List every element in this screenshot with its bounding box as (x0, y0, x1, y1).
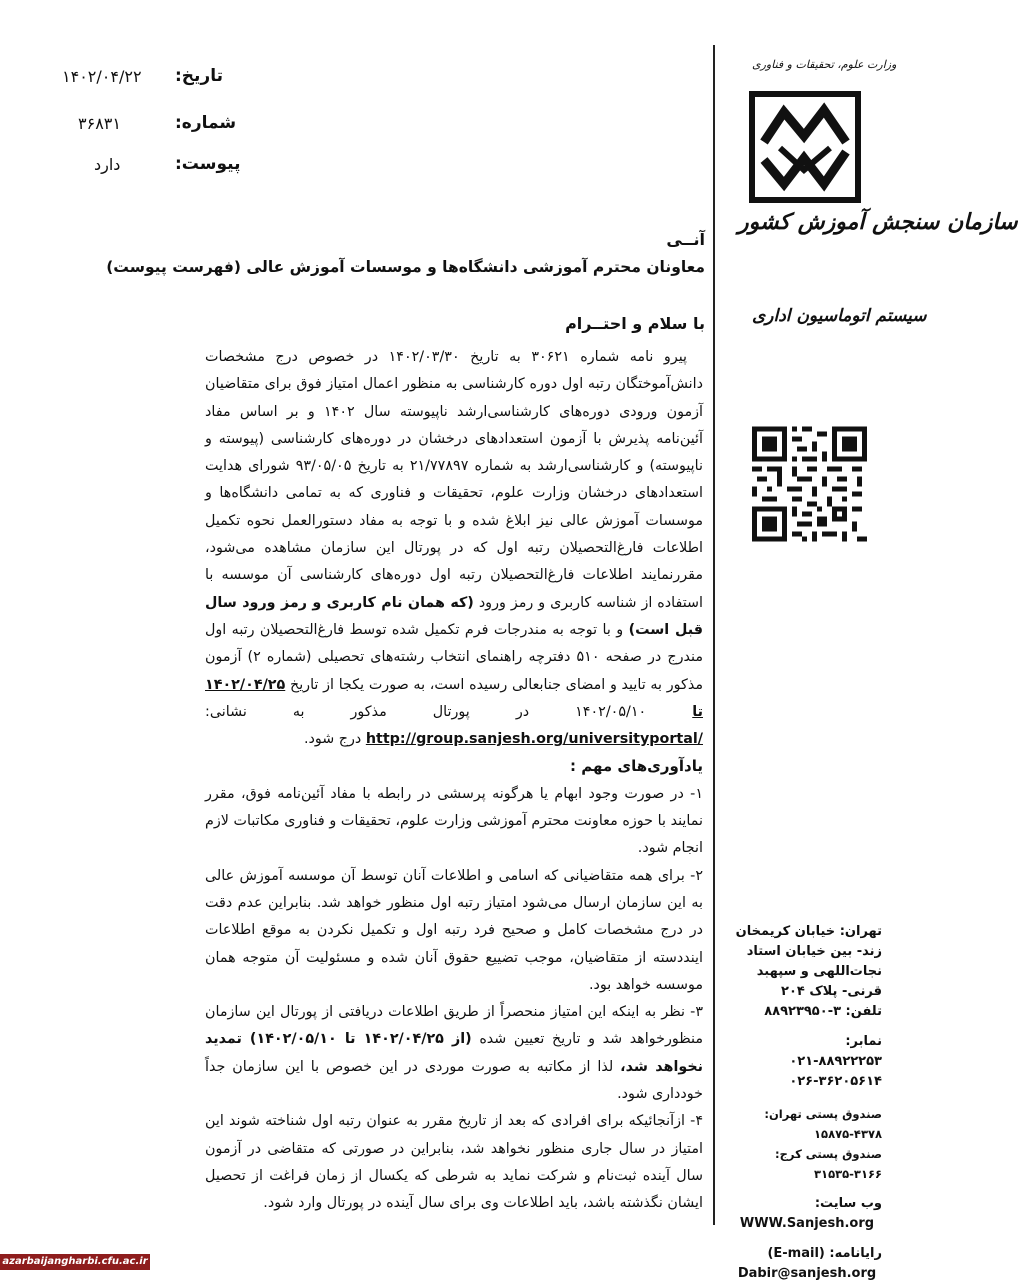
email-label: رایانامه: (E-mail) (767, 1246, 882, 1261)
website-label: وب سایت: (814, 1196, 882, 1211)
ministry-name: وزارت علوم، تحقیقات و فناوری (752, 58, 897, 71)
number-label: شماره: (175, 113, 237, 133)
paragraph-text: ۱۴۰۲/۰۵/۱۰ در پورتال مذکور به نشانی: (205, 703, 647, 720)
pobox-tehran: صندوق پستی تهران: ۴۳۷۸-۱۵۸۷۵ (764, 1107, 882, 1141)
reminder-item-3 (205, 999, 703, 1108)
no-extension-note: (از ۱۴۰۲/۰۴/۲۵ تا ۱۴۰۲/۰۵/۱۰) تمدید نخواهد شد، (205, 1031, 704, 1075)
attachment-value: دارد (94, 155, 121, 174)
item-text: لذا از مکاتبه به صورت موردی در این خصوص با این سازمان جداً خودداری شود. (205, 1058, 703, 1103)
paragraph-text: درج شود. (303, 731, 362, 748)
contact-block (732, 922, 882, 1284)
pobox-karaj: صندوق پستی کرج: ۳۱۶۶-۳۱۵۳۵ (775, 1147, 882, 1181)
fax-number-2: ۰۲۶-۳۶۲۰۵۶۱۴ (789, 1074, 882, 1089)
item-text: ۳- نظر به اینکه این امتیاز منحصراً از طریق اطلاعات دریافتی از پورتال این سازمان منظورخواهد شد و تاریخ تعیین شده (205, 1004, 703, 1048)
address: تهران: خیابان کریمخان زند- بین خیابان استاد نجات‌اللهی و سپهبد قرنی- پلاک ۲۰۴ (735, 924, 882, 999)
reminder-item-1: ۱- در صورت وجود ابهام یا هرگونه پرسشی در رابطه با مفاد آئین‌نامه فوق، مقرر نمایند با حوزه معاونت محترم آموزشی وزارت علوم، تحقیقات و فناوری مکاتبات لازم انجام شود. (205, 785, 703, 857)
letter-body (205, 344, 703, 1218)
reminder-item-4: ۴- ازآنجائیکه برای افرادی که بعد از تاریخ مقرر به عنوان رتبه اول شناخته شوند این امتیاز در سال جاری منظور نخواهد شد، بنابراین در صورتی که متقاضی در آزمون سال آینده ثبت‌نام و شرکت نماید به شرطی که یکسال از زمان فراغت از تحصیل ایشان نگذشته باشد، باید اطلاعات وی برای سال آینده در پورتال وارد شود. (205, 1113, 703, 1212)
reminders-heading: یادآوری‌های مهم : (570, 757, 703, 776)
paragraph-text: پیرو نامه شماره ۳۰۶۲۱ به تاریخ ۱۴۰۲/۰۳/۳۰ در خصوص درج مشخصات دانش‌آموختگان رتبه اول دوره کارشناسی به منظور اعمال امتیاز فوق برای متقاضیان آزمون ورودی دوره‌های کارشناسی‌ارشد ناپیوسته سال ۱۴۰۲ و بر اساس مفاد آئین‌نامه پذیرش با آزمون استعدادهای درخشان در دوره‌های کارشناسی (پیوسته و ناپیوسته) و کارشناسی‌ارشد به شماره ۲۱/۷۷۸۹۷ به تاریخ ۹۳/۰۵/۰۵ شورای هدایت استعدادهای درخشان وزارت علوم، تحقیقات و فناوری که به تمامی دانشگاه‌ها و موسسات آموزش عالی نیز ابلاغ شده و با توجه به مفاد دستورالعمل نحوه تکمیل اطلاعات فارغ‌التحصیلان رتبه اول که در پورتال این سازمان مشاهده می‌شود، مقررنمایند اطلاعات فارغ‌التحصیلان رتبه اول دوره‌های کارشناسی آن موسسه با استفاده از شناسه کاربری و رمز ورود (205, 349, 704, 611)
urgency-label: آنــی (666, 230, 705, 249)
date-value: ۱۴۰۲/۰۴/۲۲ (62, 67, 142, 86)
margin-divider (713, 45, 715, 1225)
automation-system-label: سیستم اتوماسیون اداری (752, 306, 927, 326)
organization-name: سازمان سنجش آموزش کشور (738, 210, 1018, 235)
email[interactable]: Dabir@sanjesh.org (737, 1266, 877, 1281)
main-paragraph (205, 344, 703, 753)
credentials-note: (که همان نام کاربری و رمز ورود سال قبل است) (205, 594, 703, 638)
deadline-start: ۱۴۰۲/۰۴/۲۵ تا (205, 676, 703, 720)
phone: تلفن: ۳-۸۸۹۲۳۹۵۰ (764, 1004, 882, 1019)
reminder-item-2: ۲- برای همه متقاضیانی که اسامی و اطلاعات آنان توسط آن موسسه آموزش عالی به این سازمان ارسال می‌شود امتیاز رتبه اول منظور خواهد شد. بنابراین عدم دقت در درج مشخصات کامل و صحیح فرد رتبه اول و تکمیل نکردن به موقع اطلاعات اینددسته از متقاضیان، موجب تضییع حقوق آنان شده و مسئولیت آن متوجه همان موسسه خواهد بود. (205, 867, 703, 993)
fax-label: نمابر: (845, 1034, 882, 1049)
date-label: تاریخ: (175, 66, 223, 86)
paragraph-text: و با توجه به مندرجات فرم تکمیل شده توسط فارغ‌التحصیلان رتبه اول مندرج در صفحه ۵۱۰ دفترچه راهنمای انتخاب رشته‌های تحصیلی (شماره ۲) آزمون مذکور به تایید و امضای جنابعالی رسیده است، به صورت یکجا از تاریخ (205, 621, 704, 693)
fax-number-1: ۰۲۱-۸۸۹۲۲۲۵۳ (789, 1054, 882, 1069)
qr-code-icon (752, 425, 867, 543)
sanjesh-logo-icon (750, 92, 860, 202)
greeting: با سلام و احتــرام (565, 314, 705, 333)
recipient-line: معاونان محترم آموزشی دانشگاه‌ها و موسسات آموزش عالی (فهرست پیوست) (106, 258, 705, 276)
portal-link[interactable]: http://group.sanjesh.org/universityportal/ (365, 731, 703, 748)
website[interactable]: WWW.Sanjesh.org (739, 1216, 875, 1231)
source-badge: azarbaijangharbi.cfu.ac.ir (0, 1254, 150, 1270)
number-value: ۳۶۸۳۱ (78, 114, 121, 133)
attachment-label: پیوست: (175, 154, 241, 174)
